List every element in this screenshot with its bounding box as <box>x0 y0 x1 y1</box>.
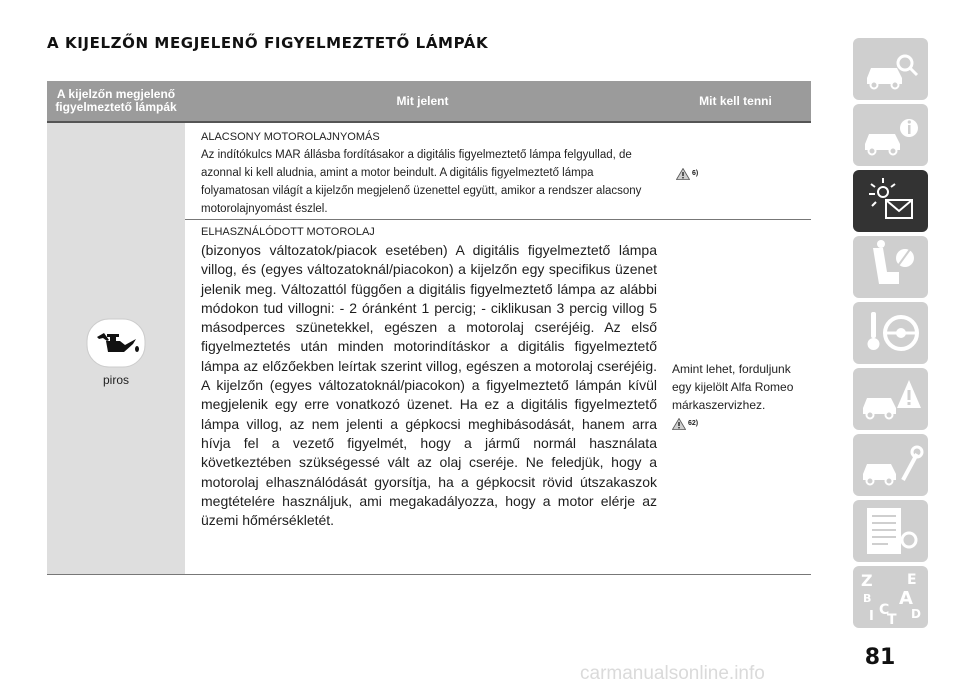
worn-oil-description <box>201 224 657 530</box>
row-text: (bizonyos változatok/piacok esetében) A digitális figyelmeztető lámpa villog, és (egyes változatoknál/piacokon) a kijelzőn egy specifikus üzenet jelenik meg. Változattól függően a digitális figyelmeztető lámpa az alábbi módokon tud villogni: - 2 óránként 1 percig; - ciklikusan 3 percig villog 5 másodperces szünetekkel, egészen a motorolaj cseréjéig. Az első figyelmeztetés után minden motorindításkor a digitális figyelmeztető lámpa az előzőekben leírtak szerint villog, egészen a motorolaj cseréjéig. A kijelzőn (egyes változatoknál/piacokon) a figyelmeztető lámpán kívül megjelenik egy erre vonatkozó üzenet. Ha ez a digitális figyelmeztető lámpa villog, az nem jelenti a gépkocsi meghibásodását, hanem arra hívja fel a vezető figyelmét, hogy a jármű normál használata következtében szükségessé vált az olaj cseréje. Ne feledjük, hogy a motorolaj elhasználódását gyorsítja, ha a gépkocsit rövid útszakaszok megtételére használjuk, ami megakadályozza, hogy a motor elérje az üzemi hőmérsékletét. <box>201 242 657 529</box>
index-letter: E <box>907 572 917 588</box>
index-letter: D <box>911 607 921 621</box>
tab-getting-to-know-car[interactable] <box>853 38 928 100</box>
car-wrench-icon <box>853 434 928 496</box>
worn-oil-action <box>672 360 812 433</box>
column-header-action: Mit kell tenni <box>699 93 772 108</box>
page-number: 81 <box>864 645 896 670</box>
warning-light-message-icon <box>853 170 928 232</box>
car-search-icon <box>853 38 928 100</box>
table-header <box>47 81 811 121</box>
index-letter: A <box>899 588 913 609</box>
alphabetical-index-icon <box>853 566 928 628</box>
tab-starting-driving[interactable] <box>853 302 928 364</box>
index-letter: I <box>869 609 874 624</box>
seat-airbag-icon <box>853 236 928 298</box>
table-bottom-border <box>47 574 811 575</box>
spec-sheet-icon <box>853 500 928 562</box>
oil-can-icon <box>86 318 146 368</box>
low-oil-pressure-action <box>676 165 698 183</box>
warning-triangle-icon <box>676 168 690 180</box>
reference-mark: 62) <box>688 419 699 427</box>
tab-emergency[interactable] <box>853 368 928 430</box>
action-text: Amint lehet, forduljunk egy kijelölt Alfa Romeo márkaszervizhez. <box>672 362 794 412</box>
low-oil-pressure-description <box>201 128 657 218</box>
lamp-color-label: piros <box>102 373 129 387</box>
row-heading: ELHASZNÁLÓDOTT MOTOROLAJ <box>201 226 375 238</box>
column-header-lamp: A kijelzőn megjelenő figyelmeztető lámpák <box>55 87 177 114</box>
row-divider <box>185 219 811 220</box>
tab-warning-lights[interactable] <box>853 170 928 232</box>
tab-servicing[interactable] <box>853 434 928 496</box>
index-letter: Z <box>861 571 873 590</box>
index-letter: B <box>863 592 872 605</box>
watermark: carmanualsonline.info <box>580 663 765 684</box>
index-letter: C <box>879 602 890 618</box>
page-title: A KIJELZŐN MEGJELENŐ FIGYELMEZTETŐ LÁMPÁK <box>47 34 489 52</box>
tab-safety[interactable] <box>853 236 928 298</box>
row-heading: ALACSONY MOTOROLAJNYOMÁS <box>201 131 380 143</box>
column-header-meaning: Mit jelent <box>396 93 449 108</box>
row-text: Az indítókulcs MAR állásba fordításakor a digitális figyelmeztető lámpa felgyullad, de azonnal ki kell aludnia, amint a motor beindult. A digitális figyelmeztető lámpa folyamatosan világít a kijelzőn megjelenő üzenettel együtt, amikor a rendszer alacsony motorolajnyomást észlel. <box>201 149 642 215</box>
reference-mark: 6) <box>692 170 699 178</box>
tab-index[interactable] <box>853 566 928 628</box>
tab-technical-data[interactable] <box>853 500 928 562</box>
car-info-icon <box>853 104 928 166</box>
key-steering-wheel-icon <box>853 302 928 364</box>
warning-triangle-icon <box>672 418 686 430</box>
tab-dashboard[interactable] <box>853 104 928 166</box>
car-breakdown-icon <box>853 368 928 430</box>
index-letter: T <box>887 612 897 628</box>
